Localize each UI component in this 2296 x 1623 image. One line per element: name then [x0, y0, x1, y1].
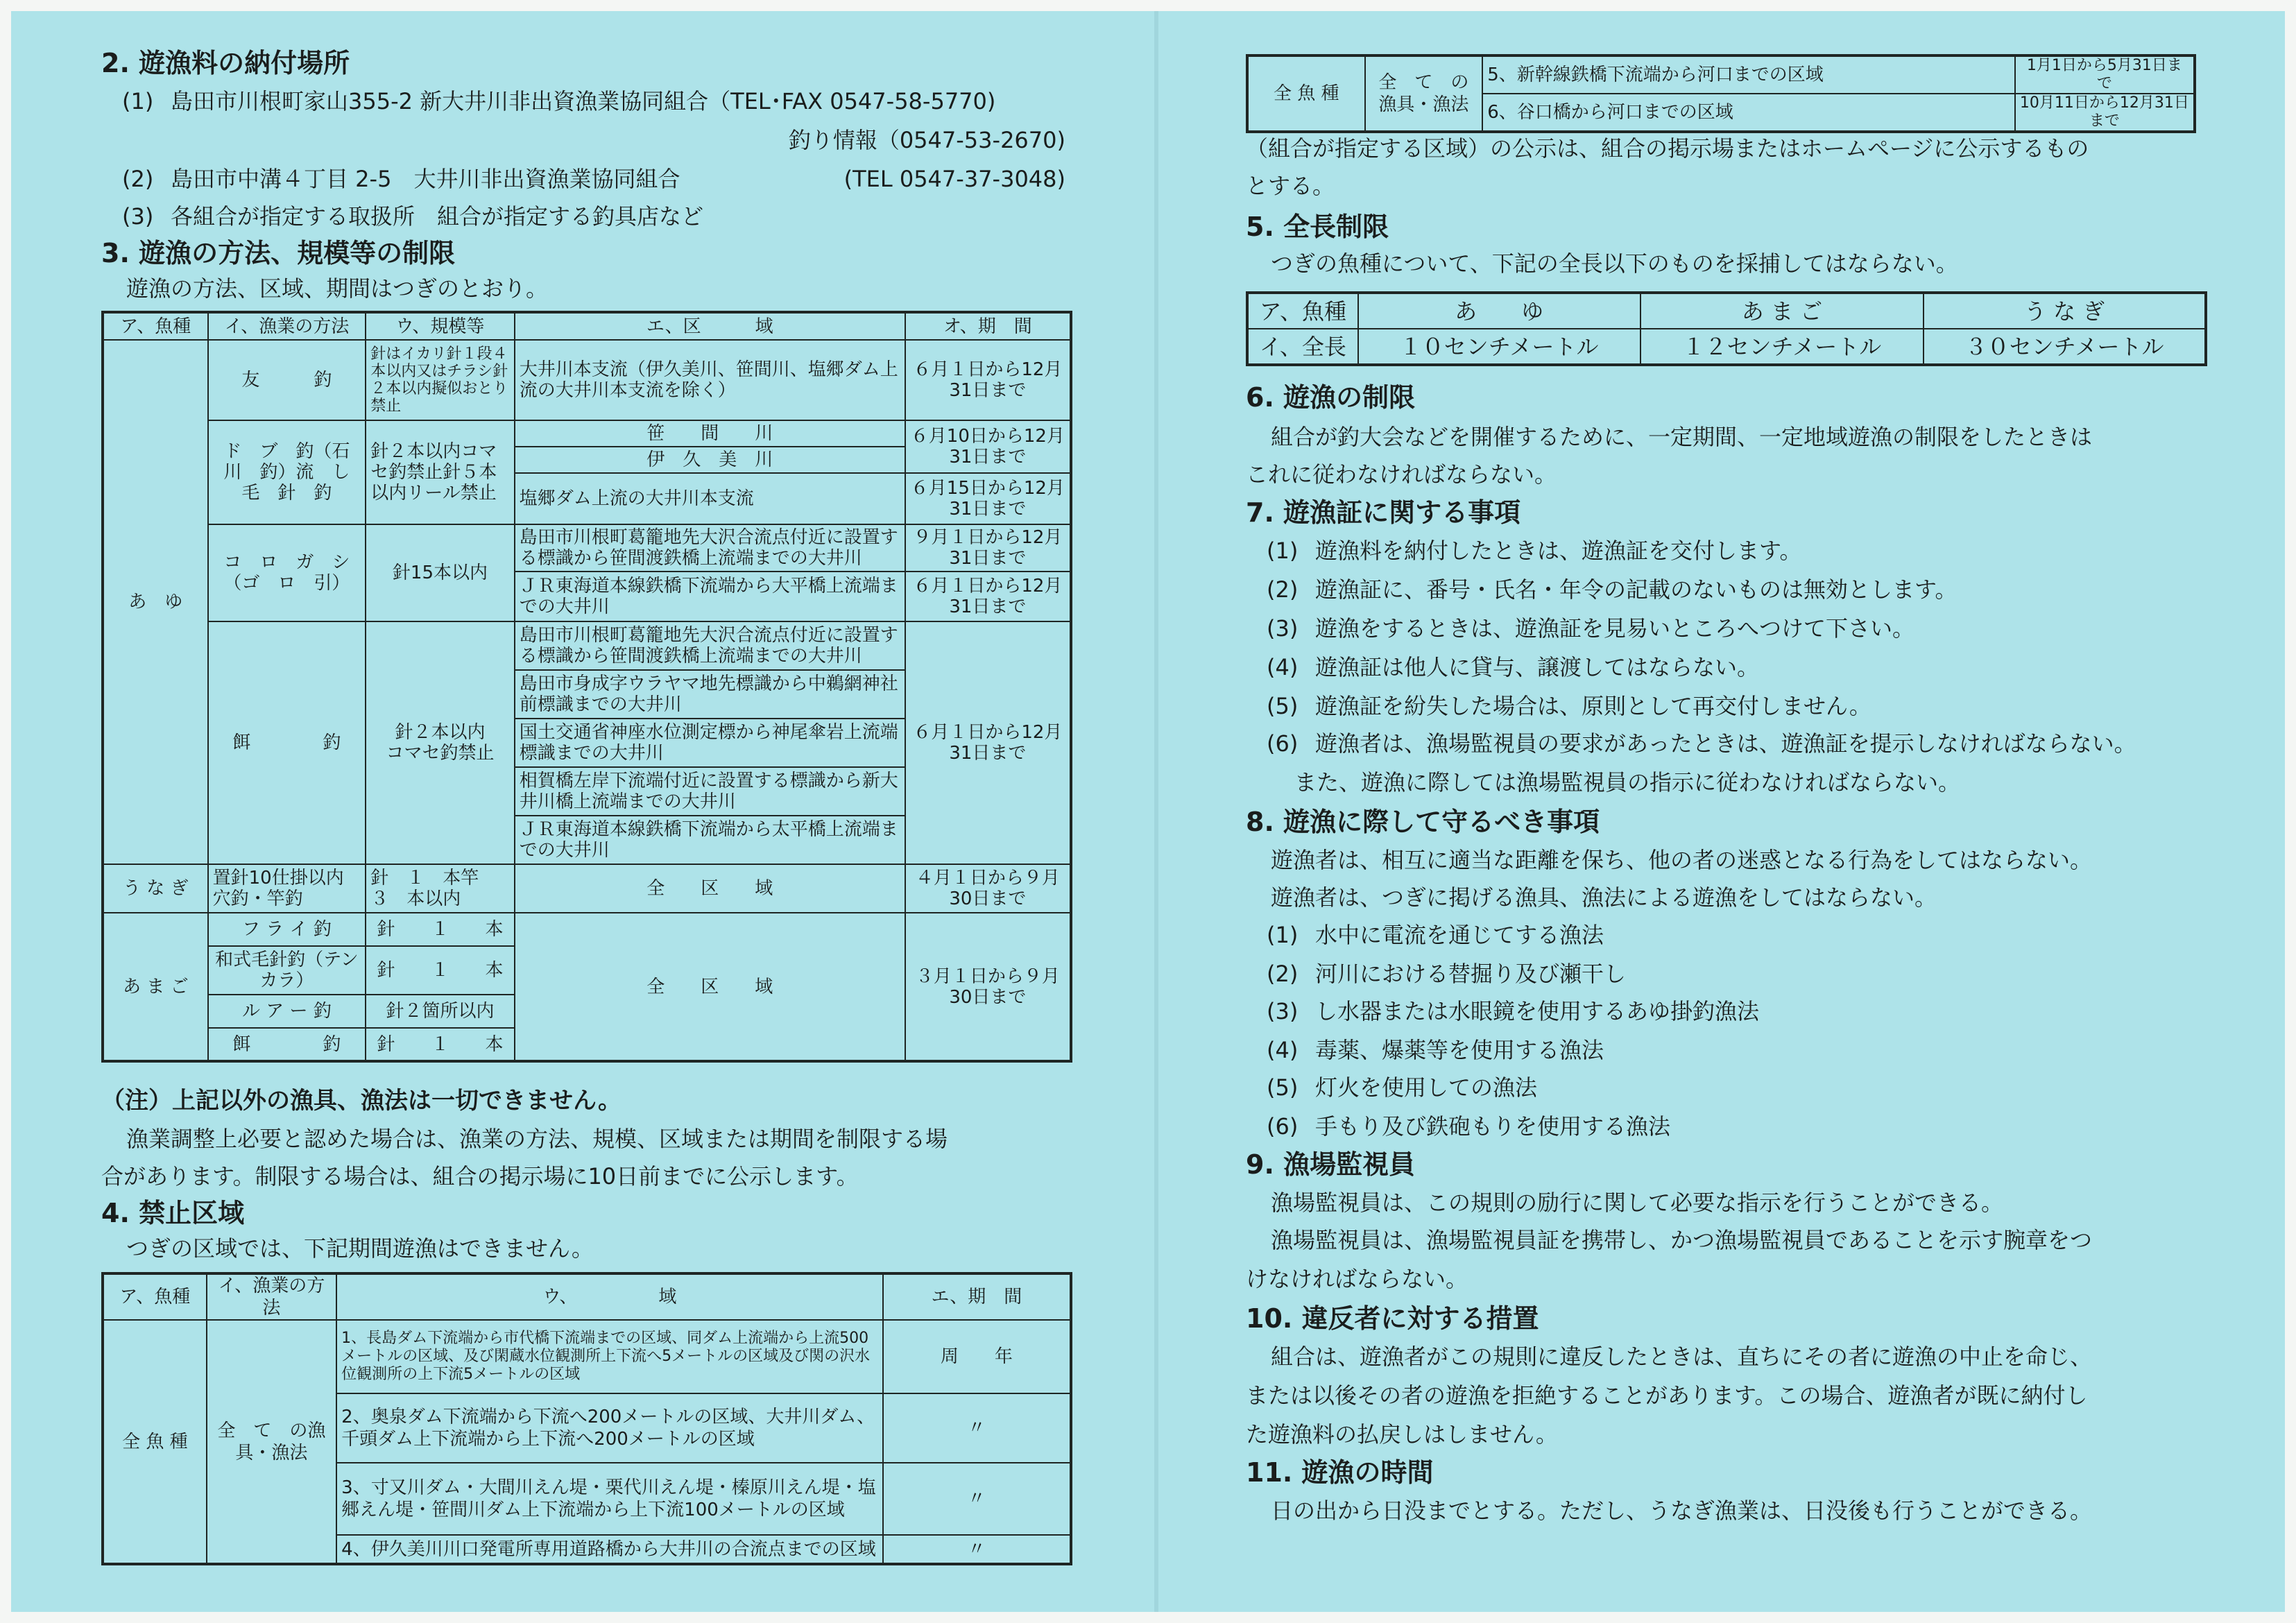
section-2-heading: 2. 遊漁料の納付場所	[101, 48, 350, 78]
s4-note-line1: （組合が指定する区域）の公示は、組合の掲示場またはホームページに公示するもの	[1246, 135, 2089, 162]
table-row	[103, 420, 1071, 447]
s9-line3: けなければならない。	[1246, 1266, 1468, 1292]
s2-item-1: (1) 島田市川根町家山355-2 新大井川非出資漁業協同組合（TEL･FAX 0547-58-5770)	[122, 88, 996, 114]
section-4-heading: 4. 禁止区域	[101, 1198, 245, 1228]
s5-intro: つぎの魚種について、下記の全長以下のものを採捕してはならない。	[1271, 250, 1958, 277]
area-cell: 全 区 域	[515, 864, 905, 913]
method-cell: 和式毛針釣（テンカラ）	[208, 946, 366, 995]
period-cell: 周 年	[883, 1320, 1071, 1393]
area-cell: 5、新幹線鉄橋下流端から河口までの区域	[1482, 55, 2015, 94]
area-cell: 2、奥泉ダム下流端から下流へ200メートルの区域、大井川ダム、千頭ダム上下流端から上下流へ200メートルの区域	[336, 1393, 883, 1463]
method-tomo: 友 釣	[208, 340, 366, 420]
area-cell: 相賀橋左岸下流端付近に設置する標識から新大井川橋上流端までの大井川	[515, 767, 905, 816]
length-ayu: １０センチメートル	[1358, 329, 1640, 365]
fish-unagi: う な ぎ	[1924, 293, 2206, 329]
s2-item-fishing-info: 釣り情報（0547-53-2670)	[788, 127, 1065, 153]
list-item: (1) 水中に電流を通じてする漁法	[1267, 922, 1604, 948]
s7-continuation: また、遊漁に際しては漁場監視員の指示に従わなければならない。	[1294, 769, 1961, 796]
list-item: (3) 遊漁をするときは、遊漁証を見易いところへつけて下さい。	[1267, 615, 1915, 642]
col-scale: ウ、規模等	[366, 312, 514, 340]
table-row	[103, 864, 1071, 913]
section-11-heading: 11. 遊漁の時間	[1246, 1457, 1434, 1488]
list-item: (6) 手もり及び鉄砲もりを使用する漁法	[1267, 1113, 1671, 1140]
period-cell: 〃	[883, 1463, 1071, 1535]
section-6-heading: 6. 遊漁の制限	[1246, 382, 1416, 413]
scale-tomo: 針はイカリ針１段４本以内又はチラシ針２本以内擬似おとり禁止	[366, 340, 514, 420]
s3-para-line2: 合があります。制限する場合は、組合の掲示場に10日前までに公示します。	[101, 1163, 859, 1190]
list-item: (2) 河川における替掘り及び瀬干し	[1267, 961, 1627, 987]
col-area: エ、区 域	[515, 312, 905, 340]
s2-item-3: (3) 各組合が指定する取扱所 組合が指定する釣具店など	[122, 203, 704, 230]
s10-line1: 組合は、遊漁者がこの規則に違反したときは、直ちにその者に遊漁の中止を命じ、	[1271, 1343, 2093, 1370]
scale-cell: 針 １ 本	[366, 946, 514, 995]
length-limit-table	[1246, 291, 2207, 366]
s3-intro: 遊漁の方法、区域、期間はつぎのとおり。	[126, 275, 549, 302]
s8-line2: 遊漁者は、つぎに掲げる漁具、漁法による遊漁をしてはならない。	[1271, 884, 1937, 911]
s4-intro: つぎの区域では、下記期間遊漁はできません。	[126, 1235, 594, 1262]
table-row	[103, 1320, 1071, 1393]
col-fish: ア、魚種	[103, 1273, 207, 1320]
col-period: エ、期 間	[883, 1273, 1071, 1320]
fish-ayu: あ ゆ	[103, 340, 208, 864]
method-cell: ル ア ー 釣	[208, 995, 366, 1028]
fish-amago: あ ま ご	[103, 913, 208, 1061]
list-item: (3) し水器または水眼鏡を使用するあゆ掛釣漁法	[1267, 998, 1760, 1024]
center-fold	[1154, 11, 1158, 1612]
length-row-fish	[1247, 293, 2206, 329]
leaflet-page	[11, 11, 2285, 1612]
scale-cell: 針 １ 本	[366, 913, 514, 946]
method-unagi: 置針10仕掛以内穴釣・竿釣	[208, 864, 366, 913]
area-cell: 4、伊久美川川口発電所専用道路橋から大井川の合流点までの区域	[336, 1535, 883, 1564]
method-esa: 餌 釣	[208, 621, 366, 864]
s3-note: （注）上記以外の漁具、漁法は一切できません。	[101, 1087, 622, 1115]
period-cell: 〃	[883, 1535, 1071, 1564]
table-row	[103, 621, 1071, 670]
list-item: (5) 遊漁証を紛失した場合は、原則として再交付しません。	[1267, 693, 1871, 719]
s3-para-line1: 漁業調整上必要と認めた場合は、漁業の方法、規模、区域または期間を制限する場	[126, 1126, 948, 1152]
regulation-table-header	[103, 312, 1071, 340]
table-row	[103, 524, 1071, 572]
section-7-heading: 7. 遊漁証に関する事項	[1246, 497, 1521, 528]
col-period: オ、期 間	[905, 312, 1071, 340]
area-cell: ＪＲ東海道本線鉄橋下流端から太平橋上流端までの大井川	[515, 816, 905, 864]
list-item: (4) 毒薬、爆薬等を使用する漁法	[1267, 1037, 1604, 1063]
area-cell: ＪＲ東海道本線鉄橋下流端から大平橋上流端までの大井川	[515, 572, 905, 621]
period-cell: ３月１日から９月30日まで	[905, 913, 1071, 1061]
period-cell: ６月15日から12月31日まで	[905, 473, 1071, 524]
s6-line1: 組合が釣大会などを開催するために、一定期間、一定地域遊漁の制限をしたときは	[1271, 424, 2093, 450]
period-cell: ６月10日から12月31日まで	[905, 420, 1071, 473]
area-cell: 笹 間 川	[515, 420, 905, 447]
s8-line1: 遊漁者は、相互に適当な距離を保ち、他の者の迷惑となる行為をしてはならない。	[1271, 847, 2093, 873]
scale-dobu: 針２本以内コマセ釣禁止針５本以内リール禁止	[366, 420, 514, 524]
area-cell: 伊 久 美 川	[515, 447, 905, 473]
area-cell: 3、寸又川ダム・大間川えん堤・栗代川えん堤・榛原川えん堤・塩郷えん堤・笹間川ダム上下流端から上下流100メートルの区域	[336, 1463, 883, 1535]
period-cell: ６月１日から12月31日まで	[905, 621, 1071, 864]
list-item: (6) 遊漁者は、漁場監視員の要求があったときは、遊漁証を提示しなければならない。	[1267, 730, 2136, 757]
method-dobu: ド ブ 釣（石 川 釣）流 し 毛 針 釣	[208, 420, 366, 524]
table-row	[103, 340, 1071, 420]
list-item: (1) 遊漁料を納付したときは、遊漁証を交付します。	[1267, 538, 1802, 564]
method-korogashi: コ ロ ガ シ（ゴ ロ 引）	[208, 524, 366, 621]
s4-note-line2: とする。	[1246, 173, 1335, 199]
scale-korogashi: 針15本以内	[366, 524, 514, 621]
period-cell: 〃	[883, 1393, 1071, 1463]
area-cell: 1、長島ダム下流端から市代橋下流端までの区域、同ダム上流端から上流500メートルの区域、及び閑蔵水位観測所上下流へ5メートルの区域及び関の沢水位観測所の上下流5メートルの区域	[336, 1320, 883, 1393]
regulation-table	[101, 311, 1072, 1063]
length-amago: １２センチメートル	[1640, 329, 1924, 365]
table-row	[103, 913, 1071, 946]
section-5-heading: 5. 全長制限	[1246, 212, 1389, 242]
area-cell: 島田市川根町葛籠地先大沢合流点付近に設置する標識から笹間渡鉄橋上流端までの大井川	[515, 621, 905, 670]
s2-item-2: (2) 島田市中溝４丁目 2-5 大井川非出資漁業協同組合 (TEL 0547-37-3048)	[122, 166, 1065, 192]
fish-amago: あ ま ご	[1640, 293, 1924, 329]
length-row-size	[1247, 329, 2206, 365]
list-item: (5) 灯火を使用しての漁法	[1267, 1074, 1538, 1101]
section-10-heading: 10. 違反者に対する措置	[1246, 1303, 1539, 1334]
scale-cell: 針 １ 本	[366, 1028, 514, 1061]
period-cell: ６月１日から12月31日まで	[905, 340, 1071, 420]
label-length: イ、全長	[1247, 329, 1358, 365]
scale-esa: 針２本以内 コマセ釣禁止	[366, 621, 514, 864]
s10-line2: または以後その者の遊漁を拒絶することがあります。この場合、遊漁者が既に納付し	[1246, 1382, 2088, 1409]
section-9-heading: 9. 漁場監視員	[1246, 1149, 1416, 1180]
method-cell: 餌 釣	[208, 1028, 366, 1061]
area-cell: 島田市身成字ウラヤマ地先標識から中鵜網神社前標識までの大井川	[515, 670, 905, 719]
area-cell: 島田市川根町葛籠地先大沢合流点付近に設置する標識から笹間渡鉄橋上流端までの大井川	[515, 524, 905, 572]
length-unagi: ３０センチメートル	[1924, 329, 2206, 365]
fish-all: 全 魚 種	[1247, 55, 1365, 132]
period-cell: 1月1日から5月31日まで	[2015, 55, 2195, 94]
prohibited-area-table-continued	[1246, 54, 2196, 133]
method-cell: フ ラ イ 釣	[208, 913, 366, 946]
scale-unagi: 針 １ 本竿 ３ 本以内	[366, 864, 514, 913]
s10-line3: た遊漁料の払戻しはしません。	[1246, 1421, 1558, 1448]
area-cell: 全 区 域	[515, 913, 905, 1061]
section-3-heading: 3. 遊漁の方法、規模等の制限	[101, 238, 456, 268]
area-cell: 塩郷ダム上流の大井川本支流	[515, 473, 905, 524]
period-cell: ４月１日から９月30日まで	[905, 864, 1071, 913]
col-method: イ、漁業の方法	[208, 312, 366, 340]
col-fish: ア、魚種	[103, 312, 208, 340]
table-row	[1247, 55, 2195, 94]
col-method: イ、漁業の方法	[207, 1273, 337, 1320]
list-item: (2) 遊漁証に、番号・氏名・年令の記載のないものは無効とします。	[1267, 576, 1957, 603]
method-all: 全 て の漁具・漁法	[1365, 55, 1483, 132]
section-8-heading: 8. 遊漁に際して守るべき事項	[1246, 807, 1600, 837]
area-cell: 大井川本支流（伊久美川、笹間川、塩郷ダム上流の大井川本支流を除く）	[515, 340, 905, 420]
s6-line2: これに従わなければならない。	[1246, 461, 1557, 488]
s9-line2: 漁場監視員は、漁場監視員証を携帯し、かつ漁場監視員であることを示す腕章をつ	[1271, 1227, 2093, 1253]
period-cell: ６月１日から12月31日まで	[905, 572, 1071, 621]
fish-all: 全 魚 種	[103, 1320, 207, 1564]
period-cell: ９月１日から12月31日まで	[905, 524, 1071, 572]
s9-line1: 漁場監視員は、この規則の励行に関して必要な指示を行うことができる。	[1271, 1190, 2004, 1216]
method-all: 全 て の漁具・漁法	[207, 1320, 337, 1564]
col-area: ウ、 域	[336, 1273, 883, 1320]
s11-line1: 日の出から日没までとする。ただし、うなぎ漁業は、日没後も行うことができる。	[1271, 1497, 2093, 1524]
area-cell: 国土交通省神座水位測定標から神尾傘岩上流端標識までの大井川	[515, 719, 905, 767]
fish-unagi: う な ぎ	[103, 864, 208, 913]
label-fish: ア、魚種	[1247, 293, 1358, 329]
area-cell: 6、谷口橋から河口までの区域	[1482, 94, 2015, 132]
prohibited-table-header	[103, 1273, 1071, 1320]
scale-cell: 針２箇所以内	[366, 995, 514, 1028]
list-item: (4) 遊漁証は他人に貸与、譲渡してはならない。	[1267, 654, 1760, 680]
fish-ayu: あ ゆ	[1358, 293, 1640, 329]
period-cell: 10月11日から12月31日まで	[2015, 94, 2195, 132]
prohibited-area-table	[101, 1272, 1072, 1565]
